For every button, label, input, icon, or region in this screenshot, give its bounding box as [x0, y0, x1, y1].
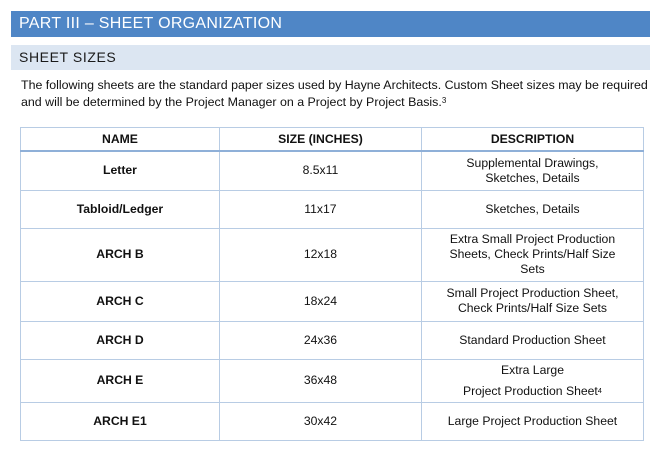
intro-footnote: 3	[441, 96, 447, 105]
sheet-size-cell: 12x18	[219, 228, 421, 281]
sheet-sizes-table	[20, 127, 644, 441]
intro-paragraph	[21, 77, 651, 111]
description-line: Large Project Production Sheet	[447, 413, 618, 428]
description-line: Sketches, Details	[485, 201, 580, 216]
table-row	[21, 190, 644, 228]
sheet-description-cell	[421, 228, 643, 281]
description-line: Sets	[520, 262, 545, 276]
sheet-description-cell	[421, 190, 643, 228]
sheet-name-cell: ARCH C	[21, 281, 220, 321]
table-row	[21, 402, 644, 440]
sheet-name-cell: Letter	[21, 151, 220, 190]
description-line-wrap	[428, 384, 637, 399]
table-row	[21, 281, 644, 321]
sheet-name-cell: ARCH E1	[21, 402, 220, 440]
sheet-description-cell	[421, 359, 643, 402]
sheet-size-cell: 11x17	[219, 190, 421, 228]
sheet-name-cell: ARCH B	[21, 228, 220, 281]
description-line: Small Project Production Sheet,	[446, 286, 619, 300]
table-row	[21, 321, 644, 359]
header-description: DESCRIPTION	[421, 128, 643, 152]
description-line: Project Production Sheet	[462, 383, 598, 398]
description-line: Sheets, Check Prints/Half Size	[449, 247, 616, 261]
sheet-size-cell: 36x48	[219, 359, 421, 402]
sheet-size-cell: 30x42	[219, 402, 421, 440]
description-line: Standard Production Sheet	[459, 332, 606, 347]
section-header: SHEET SIZES	[11, 45, 650, 70]
sheet-name-cell: ARCH D	[21, 321, 220, 359]
description-line: Extra Small Project Production	[449, 232, 616, 246]
description-line: Extra Large	[500, 362, 564, 377]
table-row	[21, 151, 644, 190]
description-line: Supplemental Drawings,	[466, 155, 599, 170]
sheet-description-cell	[421, 321, 643, 359]
sheet-size-cell: 24x36	[219, 321, 421, 359]
sheet-size-cell: 8.5x11	[219, 151, 421, 190]
sheet-description-cell	[421, 402, 643, 440]
description-footnote: 4	[597, 385, 602, 395]
part-header: PART III – SHEET ORGANIZATION	[11, 11, 650, 37]
sheet-name-cell: ARCH E	[21, 359, 220, 402]
sheet-size-cell: 18x24	[219, 281, 421, 321]
table-row	[21, 359, 644, 402]
description-line: Sketches, Details	[485, 170, 580, 185]
sheet-description-cell	[421, 281, 643, 321]
header-size: SIZE (INCHES)	[219, 128, 421, 152]
intro-text: The following sheets are the standard paper sizes used by Hayne Architects. Custom Sheet sizes may be required and will be determined by the Project Manager on a Project by Project Basis.	[21, 78, 648, 109]
header-name: NAME	[21, 128, 220, 152]
sheet-name-cell: Tabloid/Ledger	[21, 190, 220, 228]
table-row	[21, 228, 644, 281]
sheet-description-cell	[421, 151, 643, 190]
table-header-row	[21, 128, 644, 152]
description-line: Check Prints/Half Size Sets	[457, 301, 607, 315]
